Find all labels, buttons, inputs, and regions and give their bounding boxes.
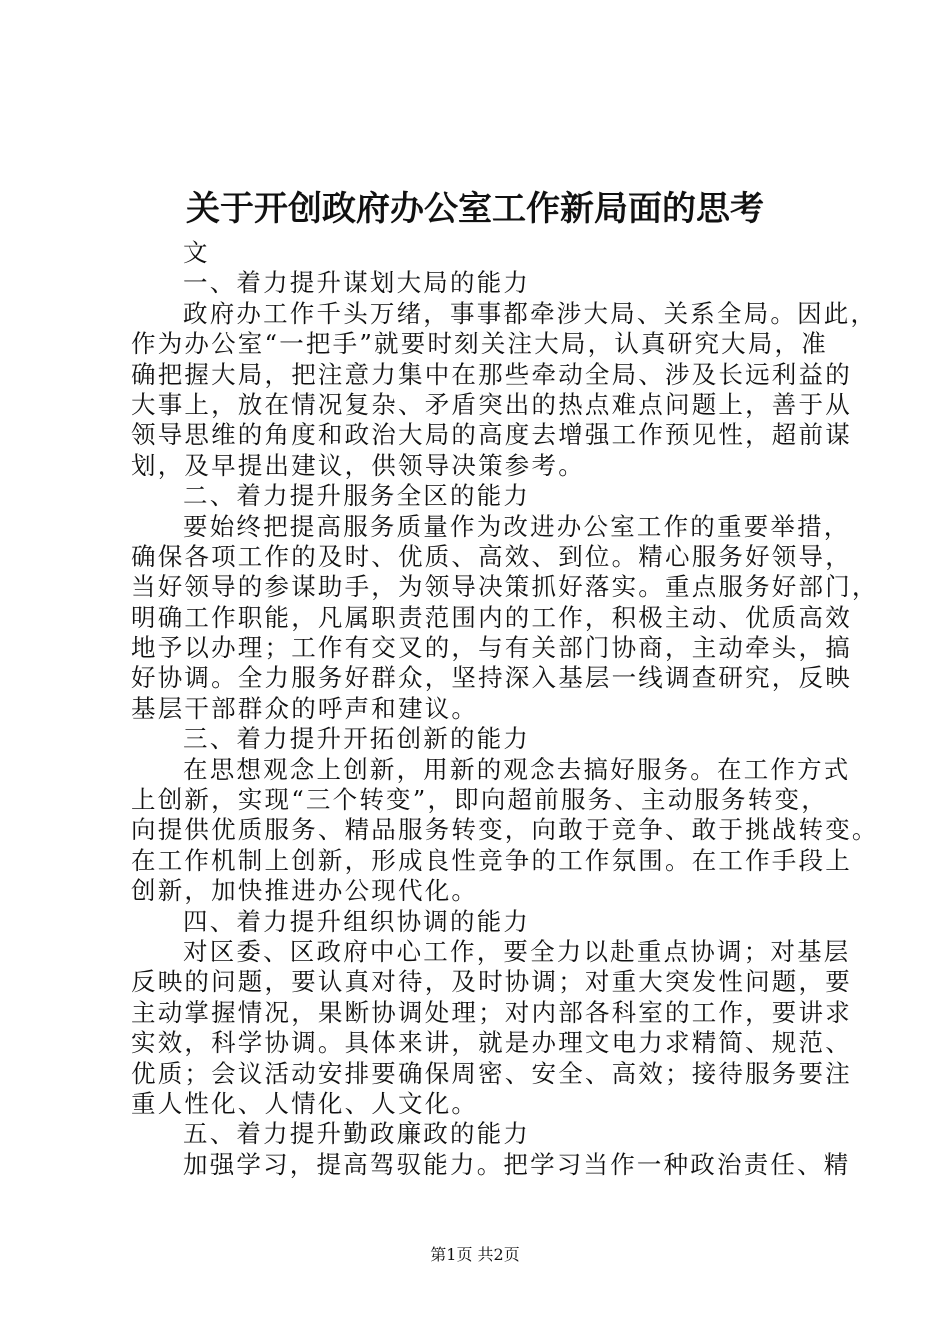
text-line: 政府办工作千头万绪，事事都牵涉大局、关系全局。因此， bbox=[183, 298, 878, 328]
text-line: 向提供优质服务、精品服务转变，向敢于竞争、敢于挑战转变。 bbox=[131, 815, 879, 845]
text-line: 划，及早提出建议，供领导决策参考。 bbox=[131, 450, 585, 480]
document-body bbox=[131, 238, 879, 1180]
text-line: 确保各项工作的及时、优质、高效、到位。精心服务好领导， bbox=[131, 541, 852, 571]
text-line: 优质；会议活动安排要确保周密、安全、高效；接待服务要注 bbox=[131, 1058, 852, 1088]
text-line: 重人性化、人情化、人文化。 bbox=[131, 1088, 479, 1118]
text-line: 三、着力提升开拓创新的能力 bbox=[183, 724, 531, 754]
page-footer: 第1页 共2页 bbox=[430, 1245, 520, 1264]
text-line: 好协调。全力服务好群众，坚持深入基层一线调查研究，反映 bbox=[131, 663, 852, 693]
text-line: 一、着力提升谋划大局的能力 bbox=[183, 268, 531, 298]
text-line: 二、着力提升服务全区的能力 bbox=[183, 481, 531, 511]
text-line: 五、着力提升勤政廉政的能力 bbox=[183, 1119, 531, 1149]
text-line: 在工作机制上创新，形成良性竞争的工作氛围。在工作手段上 bbox=[131, 845, 852, 875]
document-title: 关于开创政府办公室工作新局面的思考 bbox=[186, 189, 764, 229]
text-line: 主动掌握情况，果断协调处理；对内部各科室的工作，要讲求 bbox=[131, 997, 852, 1027]
text-line: 创新，加快推进办公现代化。 bbox=[131, 876, 479, 906]
text-line: 要始终把提高服务质量作为改进办公室工作的重要举措， bbox=[183, 511, 851, 541]
text-line: 当好领导的参谋助手，为领导决策抓好落实。重点服务好部门， bbox=[131, 572, 879, 602]
text-line: 在思想观念上创新，用新的观念去搞好服务。在工作方式 bbox=[183, 754, 851, 784]
text-line: 实效，科学协调。具体来讲，就是办理文电力求精简、规范、 bbox=[131, 1028, 852, 1058]
text-line: 作为办公室“一把手”就要时刻关注大局，认真研究大局，准 bbox=[131, 329, 828, 359]
text-line: 四、着力提升组织协调的能力 bbox=[183, 906, 531, 936]
text-line: 领导思维的角度和政治大局的高度去增强工作预见性，超前谋 bbox=[131, 420, 852, 450]
text-line: 大事上，放在情况复杂、矛盾突出的热点难点问题上，善于从 bbox=[131, 389, 852, 419]
text-line: 基层干部群众的呼声和建议。 bbox=[131, 693, 479, 723]
text-line: 地予以办理；工作有交叉的，与有关部门协商，主动牵头，搞 bbox=[131, 633, 852, 663]
text-line: 加强学习，提高驾驭能力。把学习当作一种政治责任、精 bbox=[183, 1149, 851, 1179]
text-line: 反映的问题，要认真对待，及时协调；对重大突发性问题，要 bbox=[131, 967, 852, 997]
text-line: 上创新，实现“三个转变”，即向超前服务、主动服务转变， bbox=[131, 785, 828, 815]
text-line: 确把握大局，把注意力集中在那些牵动全局、涉及长远利益的 bbox=[131, 359, 852, 389]
text-line: 明确工作职能，凡属职责范围内的工作，积极主动、优质高效 bbox=[131, 602, 852, 632]
text-line: 对区委、区政府中心工作，要全力以赴重点协调；对基层 bbox=[183, 936, 851, 966]
text-line: 文 bbox=[183, 238, 210, 267]
